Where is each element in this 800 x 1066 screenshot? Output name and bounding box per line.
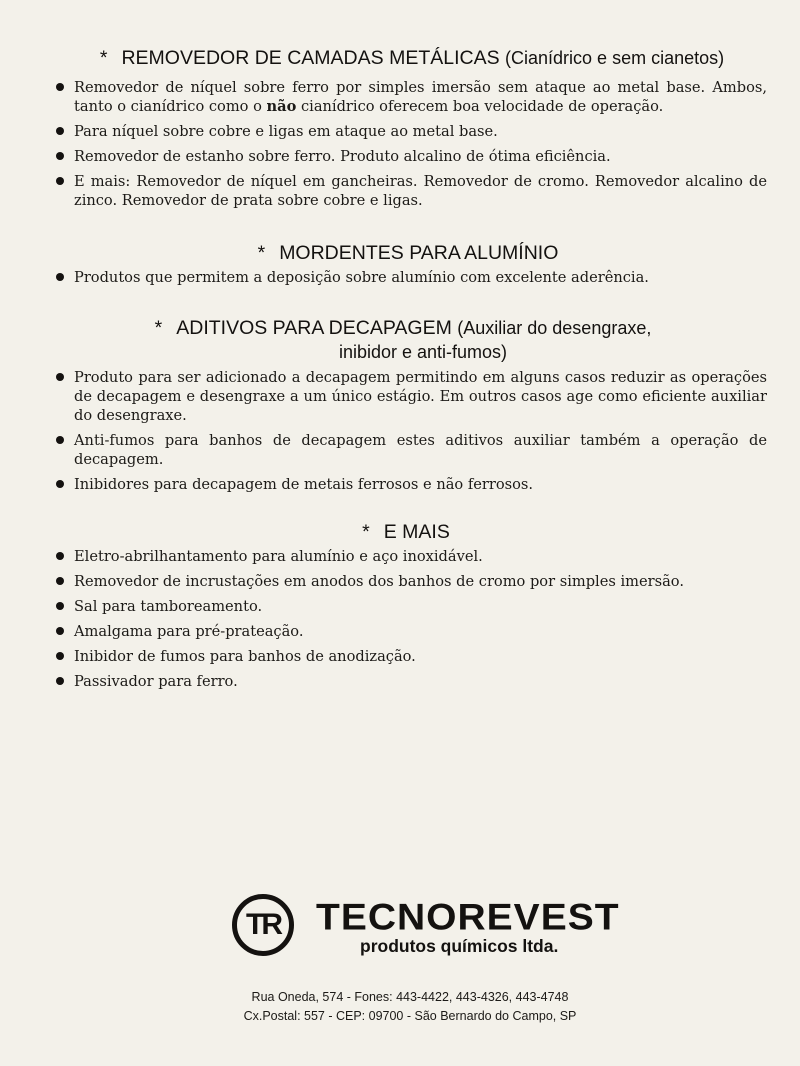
list-item [55,122,767,141]
section-heading [0,241,800,265]
item-text: Removedor de estanho sobre ferro. Produto alcalino de ótima eficiência. [74,148,611,165]
section-heading [0,46,800,70]
item-list [55,268,767,287]
heading-note: (Auxiliar do desengraxe, [457,318,652,338]
company-name: TECNOREVEST [316,897,620,938]
tr-logo-icon: TR [232,894,294,956]
section-aditivos [0,316,800,500]
address-line: Cx.Postal: 557 - CEP: 09700 - São Bernardo do Campo, SP [243,1009,577,1023]
list-item [55,475,767,494]
list-item [55,78,767,116]
item-text: Para níquel sobre cobre e ligas em ataque ao metal base. [74,123,498,140]
item-text: Removedor de níquel sobre ferro por simples imersão sem ataque ao metal base. Ambos, tanto o cianídrico como o [74,79,767,115]
heading-note-line2: inibidor e anti-fumos) [338,342,508,362]
heading-star: * [257,242,266,264]
item-text: Anti-fumos para banhos de decapagem estes aditivos auxiliar também a operação de decapagem. [74,432,767,468]
item-text: Sal para tamboreamento. [74,598,263,615]
company-logo [232,894,620,964]
list-item [55,172,767,210]
list-item [55,547,767,566]
section-removedor [0,46,800,216]
list-item [55,622,767,641]
item-list [55,368,767,494]
section-heading [0,520,800,544]
item-text: Inibidores para decapagem de metais ferrosos e não ferrosos. [74,476,534,493]
item-text: Removedor de incrustações em anodos dos banhos de cromo por simples imersão. [74,573,684,590]
company-address [0,988,800,1026]
item-text: E mais: Removedor de níquel em gancheiras. Removedor de cromo. Removedor alcalino de zinco. Removedor de prata sobre cobre e ligas. [74,173,767,209]
item-list [55,547,767,691]
heading-title: ADITIVOS PARA DECAPAGEM [176,317,452,339]
list-item [55,368,767,425]
item-text: Inibidor de fumos para banhos de anodização. [74,648,416,665]
item-text: Produtos que permitem a deposição sobre alumínio com excelente aderência. [74,269,649,286]
list-item [55,431,767,469]
heading-star: * [154,317,163,339]
heading-title: MORDENTES PARA ALUMÍNIO [279,242,559,264]
item-emphasis: não [266,98,297,115]
list-item [55,268,767,287]
heading-star: * [99,47,108,69]
item-text: Eletro-abrilhantamento para alumínio e aço inoxidável. [74,548,483,565]
item-text: Passivador para ferro. [74,673,238,690]
list-item [55,597,767,616]
section-heading [0,316,800,364]
heading-title: REMOVEDOR DE CAMADAS METÁLICAS [121,47,500,69]
heading-note: (Cianídrico e sem cianetos) [505,48,725,68]
item-text: Produto para ser adicionado a decapagem permitindo em alguns casos reduzir as operações de decapagem e desengraxe a um único estágio. Em outros casos age como eficiente auxiliar do desengraxe. [74,369,767,424]
heading-star: * [362,521,370,543]
section-e-mais [0,520,800,697]
list-item [55,647,767,666]
list-item [55,572,767,591]
item-list [55,78,767,210]
heading-title: E MAIS [383,521,450,543]
section-mordentes [0,241,800,293]
item-text: cianídrico oferecem boa velocidade de operação. [296,98,664,115]
item-text: Amalgama para pré-prateação. [74,623,304,640]
company-subtitle: produtos químicos ltda. [360,936,559,956]
list-item [55,672,767,691]
list-item [55,147,767,166]
address-line: Rua Oneda, 574 - Fones: 443-4422, 443-4326, 443-4748 [251,990,569,1004]
